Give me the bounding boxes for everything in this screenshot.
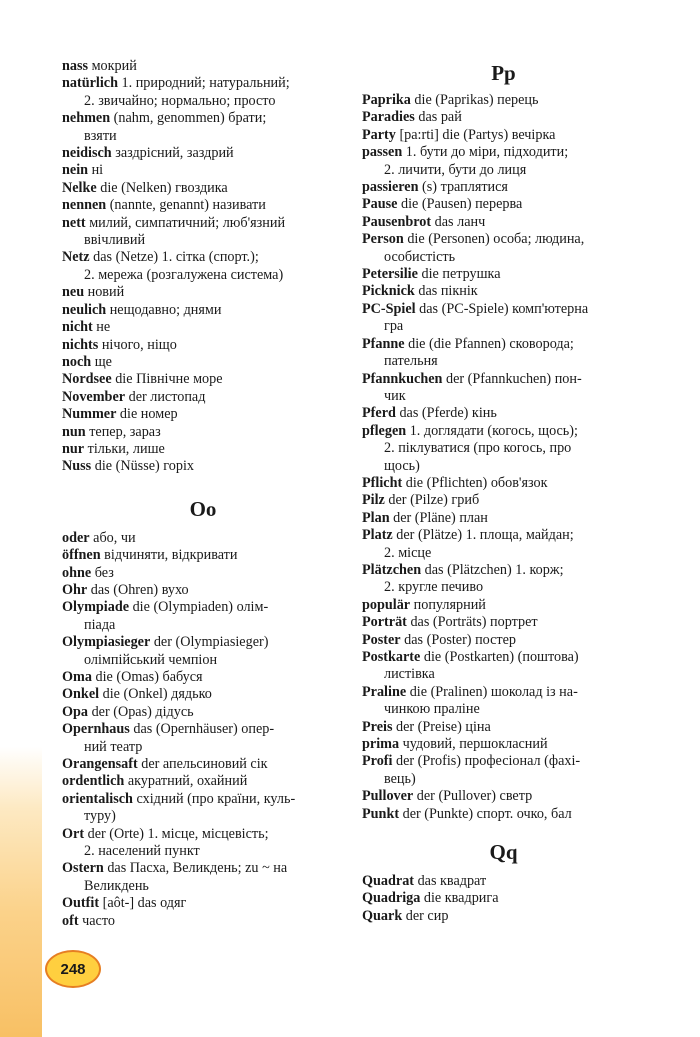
definition-line: die (Postkarten) (поштова) (423, 649, 579, 665)
headword: Nummer (62, 406, 117, 423)
headword: Postkarte (362, 649, 421, 665)
dictionary-entry (362, 475, 645, 492)
headword: Olympiasieger (62, 634, 151, 651)
dictionary-entry (62, 704, 344, 721)
dictionary-entry (62, 371, 344, 388)
definition-line: der (Preise) ціна (396, 718, 491, 735)
dictionary-entry (62, 145, 344, 162)
dictionary-entry (362, 109, 645, 126)
dictionary-entry (362, 423, 645, 475)
dictionary-entry (62, 458, 344, 475)
dictionary-entry (362, 527, 645, 562)
dictionary-entry (362, 562, 645, 597)
headword: nun (62, 423, 86, 440)
definition-line: 2. кругле печиво (384, 579, 484, 596)
definition-line: das рай (418, 109, 462, 126)
definition-line: der (Pfannkuchen) пон- (445, 370, 582, 387)
entries-p (362, 92, 645, 823)
definition-line: der (Pläne) план (393, 509, 488, 526)
headword: prima (362, 736, 400, 753)
dictionary-entry (62, 530, 344, 547)
definition-line: die (Olympiaden) олім- (132, 599, 269, 616)
dictionary-entry (62, 721, 344, 756)
dictionary-entry (62, 582, 344, 599)
dictionary-entry (362, 92, 645, 109)
definition-line: das ланч (434, 213, 486, 230)
dictionary-entry (362, 806, 645, 823)
dictionary-entry (62, 547, 344, 564)
dictionary-entry (62, 389, 344, 406)
definition-line: 1. бути до міри, підходити; (405, 144, 569, 161)
dictionary-entry (62, 669, 344, 686)
dictionary-entry (362, 788, 645, 805)
headword: Pfannkuchen (362, 370, 443, 387)
definition-line: die (Onkel) дядько (102, 686, 212, 703)
headword: Profi (362, 753, 393, 770)
dictionary-entry (362, 510, 645, 527)
dictionary-entry (62, 913, 344, 930)
headword: ordentlich (62, 773, 125, 790)
definition-line: піада (84, 616, 116, 633)
dictionary-entry (62, 599, 344, 634)
headword: Opa (62, 703, 89, 720)
definition-line: die (Pausen) перерва (401, 196, 523, 213)
definition-line: der (Pilze) гриб (388, 492, 480, 509)
headword: Pullover (362, 788, 414, 805)
dictionary-entry (362, 492, 645, 509)
definition-line: die квадрига (423, 890, 499, 907)
definition-line: 2. піклуватися (про когось, про (384, 440, 572, 457)
headword: Outfit (62, 895, 100, 912)
headword: pflegen (362, 422, 407, 439)
definition-line: часто (82, 912, 115, 929)
definition-line: der (Punkte) спорт. очко, бал (402, 805, 572, 822)
definition-line: особистість (384, 248, 456, 265)
dictionary-entry (62, 354, 344, 371)
definition-line: [aôt-] das одяг (102, 895, 187, 912)
headword: Praline (362, 683, 407, 700)
definition-line: (nannte, genannt) називати (109, 197, 266, 214)
headword: nein (62, 162, 89, 179)
definition-line: die Північне море (115, 371, 223, 388)
dictionary-entry (362, 890, 645, 907)
definition-line: ввічливий (84, 232, 146, 249)
dictionary-entry (62, 406, 344, 423)
headword: Punkt (362, 805, 400, 822)
definition-line: der (Orte) 1. місце, місцевість; (87, 825, 269, 842)
definition-line: гра (384, 318, 404, 335)
definition-line: туру) (84, 808, 116, 825)
headword: Preis (362, 718, 393, 735)
headword: Ostern (62, 860, 104, 877)
dictionary-entry (362, 908, 645, 925)
dictionary-entry (362, 684, 645, 719)
dictionary-entry (362, 649, 645, 684)
right-column (362, 58, 645, 925)
definition-line: щось) (384, 457, 420, 474)
definition-line: die (Omas) бабуся (95, 669, 203, 685)
headword: Party (362, 126, 396, 143)
definition-line: die (Personen) особа; людина, (407, 231, 585, 248)
headword: Pilz (362, 492, 385, 509)
definition-line: взяти (84, 127, 117, 144)
headword: öffnen (62, 547, 101, 564)
headword: PC-Spiel (362, 300, 416, 317)
dictionary-entry (362, 597, 645, 614)
definition-line: акуратний, охайний (127, 773, 248, 790)
headword: Quark (362, 907, 403, 924)
dictionary-entry (362, 179, 645, 196)
headword: Petersilie (362, 266, 418, 283)
dictionary-entry (62, 180, 344, 197)
definition-line: новий (87, 284, 125, 301)
headword: Pfanne (362, 335, 405, 352)
dictionary-entry (62, 162, 344, 179)
definition-line: 2. місце (384, 544, 432, 561)
headword: Netz (62, 249, 90, 266)
definition-line: 2. мережа (розгалужена система) (84, 266, 284, 283)
definition-line: der сир (405, 907, 449, 924)
headword: Pause (362, 196, 398, 213)
definition-line: 1. природний; натуральний; (121, 75, 290, 92)
definition-line: das (Opernhäuser) опер- (133, 721, 275, 738)
headword: Orangensaft (62, 756, 138, 773)
definition-line: 2. звичайно; нормально; просто (84, 92, 276, 109)
dictionary-entry (62, 634, 344, 669)
definition-line: der (Plätze) 1. площа, майдан; (396, 527, 574, 544)
headword: Olympiade (62, 599, 130, 616)
headword: orientalisch (62, 790, 133, 807)
definition-line: нещодавно; днями (109, 301, 222, 318)
definition-line: der (Pullover) светр (416, 788, 533, 805)
definition-line: або, чи (93, 529, 136, 546)
definition-line: мокрий (91, 58, 137, 74)
definition-line: [pa:rti] die (Partys) вечірка (399, 126, 556, 143)
headword: Poster (362, 631, 401, 648)
dictionary-entry (62, 686, 344, 703)
dictionary-entry (62, 75, 344, 110)
dictionary-entry (62, 249, 344, 284)
definition-line: der апельсиновий сік (141, 756, 268, 773)
headword: nicht (62, 319, 93, 336)
definition-line: die (die Pfannen) сковорода; (408, 335, 574, 352)
definition-line: ні (91, 162, 104, 179)
headword: populär (362, 596, 411, 613)
definition-line: die (Pflichten) обов'язок (405, 474, 548, 491)
headword: Platz (362, 527, 393, 544)
headword: nichts (62, 336, 99, 353)
headword: Pflicht (362, 474, 403, 491)
headword: Picknick (362, 283, 415, 300)
definition-line: східний (про країни, куль- (136, 790, 296, 807)
left-column (62, 58, 344, 930)
dictionary-entry (62, 110, 344, 145)
definition-line: die (Nelken) гвоздика (100, 179, 228, 196)
definition-line: нічого, ніщо (101, 336, 177, 353)
dictionary-entry (362, 301, 645, 336)
dictionary-entry (62, 860, 344, 895)
definition-line: пательня (384, 353, 438, 370)
definition-line: чик (384, 387, 406, 404)
dictionary-entry (62, 284, 344, 301)
dictionary-entry (362, 632, 645, 649)
section-heading-oo: Oo (189, 496, 217, 521)
headword: neidisch (62, 145, 112, 162)
entries-q (362, 873, 645, 925)
definition-line: (nahm, genommen) брати; (113, 110, 267, 127)
headword: Person (362, 231, 404, 248)
dictionary-entry (362, 231, 645, 266)
definition-line: das пікнік (418, 283, 478, 300)
definition-line: der (Opas) дідусь (91, 703, 194, 720)
headword: natürlich (62, 75, 118, 92)
headword: Paprika (362, 92, 411, 108)
dictionary-entry (62, 215, 344, 250)
headword: Ohr (62, 581, 88, 598)
headword: nur (62, 440, 85, 457)
headword: Onkel (62, 686, 100, 703)
definition-line: листівка (384, 666, 435, 683)
dictionary-entry (62, 565, 344, 582)
headword: Paradies (362, 109, 415, 126)
definition-line: das (PC-Spiele) комп'ютерна (419, 300, 589, 317)
definition-line: das (Porträts) портрет (410, 614, 538, 631)
definition-line: die (Nüsse) горіх (94, 458, 194, 475)
dictionary-entry (62, 319, 344, 336)
dictionary-entry (62, 197, 344, 214)
headword: Plan (362, 509, 390, 526)
dictionary-entry (62, 302, 344, 319)
dictionary-entry (62, 773, 344, 790)
definition-line: das квадрат (417, 873, 487, 890)
definition-line: милий, симпатичний; люб'язний (89, 214, 286, 231)
definition-line: чинкою праліне (384, 701, 480, 718)
dictionary-entry (362, 283, 645, 300)
section-heading-pp: Pp (491, 61, 516, 85)
headword: noch (62, 353, 92, 370)
dictionary-entry (362, 736, 645, 753)
definition-line: das (Netze) 1. сітка (спорт.); (93, 249, 259, 266)
headword: nett (62, 214, 86, 231)
definition-line: das Пасха, Великдень; zu ~ на (107, 860, 288, 877)
definition-line: відчиняти, відкривати (104, 547, 238, 564)
headword: passen (362, 144, 403, 161)
definition-line: 2. личити, бути до лиця (384, 161, 527, 178)
definition-line: das (Poster) постер (404, 631, 517, 648)
headword: neulich (62, 301, 107, 318)
definition-line: популярний (413, 596, 486, 613)
dictionary-entry (62, 791, 344, 826)
headword: Ort (62, 825, 85, 842)
dictionary-entry (362, 719, 645, 736)
page-number-badge: 248 (45, 950, 101, 988)
definition-line: тепер, зараз (89, 423, 161, 440)
entries-o (62, 530, 344, 930)
headword: Pausenbrot (362, 213, 432, 230)
headword: oft (62, 912, 79, 929)
definition-line: ний театр (84, 738, 143, 755)
definition-line: олімпійський чемпіон (84, 651, 218, 668)
dictionary-entry (362, 336, 645, 371)
dictionary-entry (362, 144, 645, 179)
dictionary-entry (362, 753, 645, 788)
definition-line: das (Ohren) вухо (90, 581, 189, 598)
dictionary-entry (362, 405, 645, 422)
dictionary-entry (362, 127, 645, 144)
dictionary-entry (62, 424, 344, 441)
definition-line: не (96, 319, 111, 336)
definition-line: die (Paprikas) перець (414, 92, 539, 108)
headword: Quadriga (362, 890, 421, 907)
dictionary-entry (62, 826, 344, 861)
definition-line: без (94, 564, 114, 581)
dictionary-entry (362, 873, 645, 890)
side-decorative-bar (0, 0, 42, 1037)
definition-line: 1. доглядати (когось, щось); (409, 422, 578, 439)
dictionary-entry (362, 266, 645, 283)
dictionary-entry (62, 58, 344, 75)
dictionary-entry (62, 895, 344, 912)
headword: Oma (62, 669, 92, 685)
headword: oder (62, 529, 90, 546)
headword: Porträt (362, 614, 407, 631)
definition-line: (s) траплятися (422, 179, 508, 196)
dictionary-entry (362, 196, 645, 213)
headword: nennen (62, 197, 107, 214)
definition-line: die петрушка (421, 266, 501, 283)
dictionary-entry (362, 614, 645, 631)
headword: Nuss (62, 458, 92, 475)
definition-line: ще (94, 353, 112, 370)
headword: November (62, 388, 126, 405)
definition-line: der (Profis) професіонал (фахі- (396, 753, 581, 770)
entries-n (62, 58, 344, 476)
definition-line: der листопад (128, 388, 206, 405)
headword: Quadrat (362, 873, 415, 890)
dictionary-entry (62, 756, 344, 773)
headword: nass (62, 58, 89, 74)
headword: Opernhaus (62, 721, 130, 738)
definition-line: der (Olympiasieger) (153, 634, 269, 651)
section-heading-qq: Qq (489, 840, 518, 865)
definition-line: чудовий, першокласний (402, 736, 548, 753)
dictionary-entry (62, 441, 344, 458)
definition-line: die (Pralinen) шоколад із на- (409, 683, 578, 700)
dictionary-entry (362, 214, 645, 231)
headword: ohne (62, 564, 92, 581)
definition-line: 2. населений пункт (84, 843, 200, 860)
definition-line: тільки, лише (87, 440, 165, 457)
definition-line: das (Plätzchen) 1. корж; (424, 561, 564, 578)
headword: nehmen (62, 110, 111, 127)
headword: Plätzchen (362, 561, 422, 578)
definition-line: заздрісний, заздрий (115, 145, 234, 162)
definition-line: das (Pferde) кінь (399, 405, 497, 422)
headword: neu (62, 284, 85, 301)
definition-line: Великдень (84, 877, 149, 894)
dictionary-entry (62, 337, 344, 354)
headword: passieren (362, 179, 419, 196)
headword: Pferd (362, 405, 396, 422)
definition-line: die номер (119, 406, 178, 423)
headword: Nordsee (62, 371, 112, 388)
headword: Nelke (62, 179, 97, 196)
definition-line: вець) (384, 770, 416, 787)
dictionary-entry (362, 371, 645, 406)
